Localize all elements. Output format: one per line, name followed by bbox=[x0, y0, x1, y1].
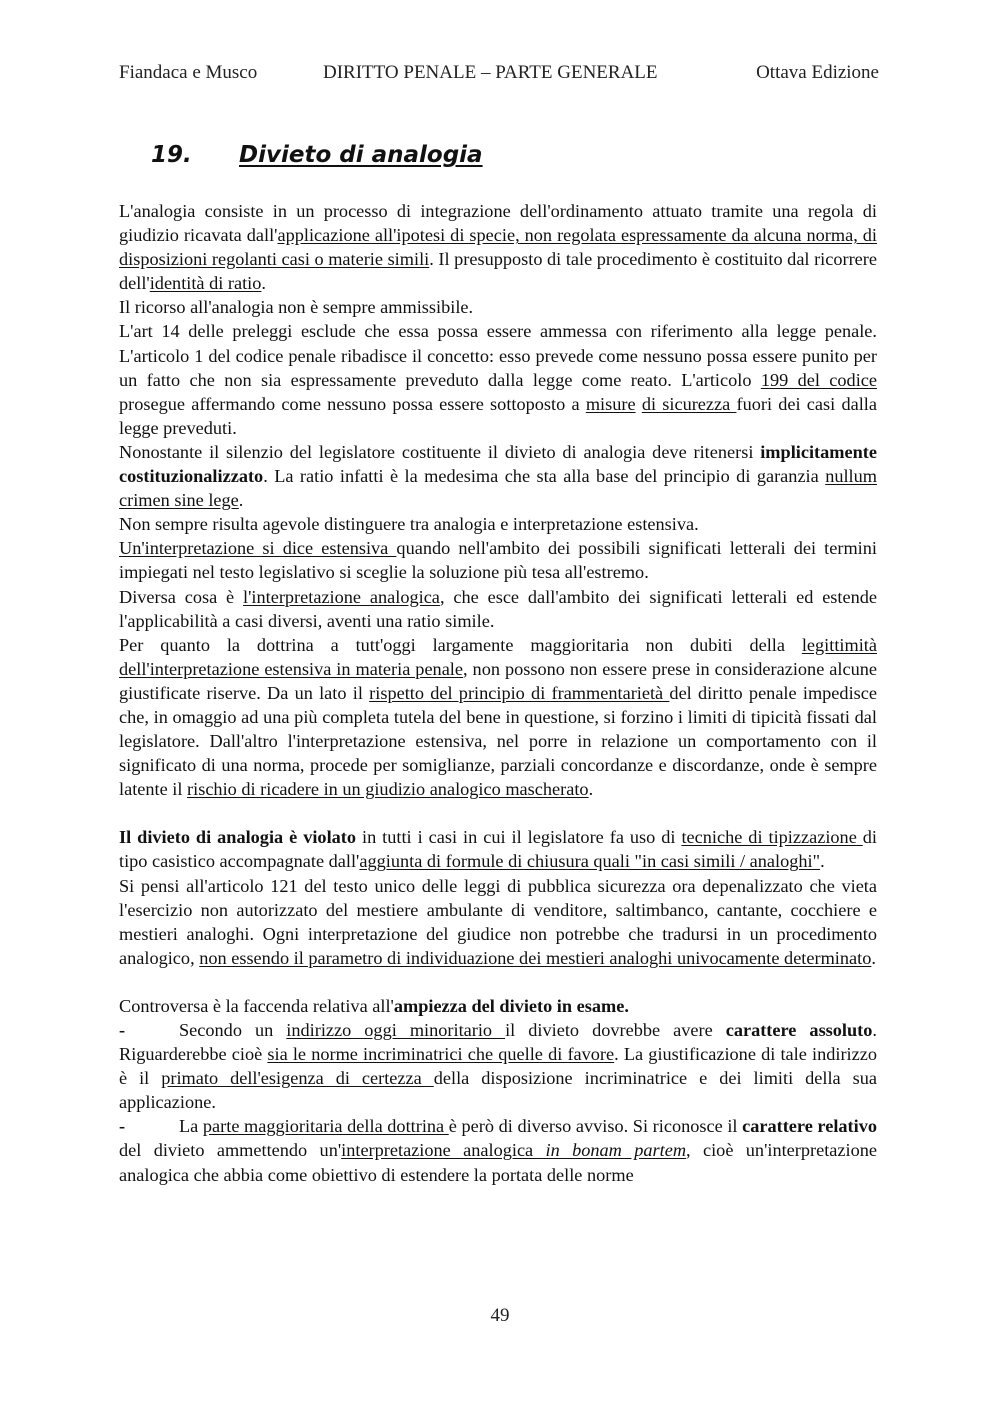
underlined-text: rispetto del principio di frammentarietà bbox=[369, 682, 670, 703]
paragraph bbox=[119, 1114, 877, 1186]
underlined-text: sia le norme incriminatrici che quelle di favore bbox=[267, 1044, 615, 1065]
text-run: del diritto penale impedisce che, in omaggio ad una più completa tutela del bene in questione, si forzino i limiti di tipicità fissati dal legislatore. Dall'altro l'interpretazione estensiva, nel porre in relazione un comportamento con il significato di una norma, procede per somiglianze, parziali concordanze e discordanze, onde è sempre latente il bbox=[119, 682, 877, 800]
underlined-text: di sicurezza bbox=[641, 393, 737, 414]
bold-text: implicitamente costituzionalizzato bbox=[119, 441, 877, 487]
paragraph bbox=[119, 536, 877, 584]
text-run: quando nell'ambito dei possibili significati letterali dei termini impiegati nel testo legislativo si sceglie la soluzione più tesa all'estremo. bbox=[119, 538, 877, 583]
text-run: . bbox=[588, 779, 594, 800]
text-run: . La ratio infatti è la medesima che sta alla base del principio di garanzia bbox=[263, 466, 826, 487]
underlined-text: primato dell'esigenza di certezza bbox=[161, 1068, 434, 1089]
underlined-text: tecniche di tipizzazione bbox=[681, 827, 863, 848]
text-run: . Riguarderebbe cioè bbox=[119, 1020, 877, 1065]
underlined-text: in bonam partem bbox=[545, 1140, 687, 1161]
header-book-title: DIRITTO PENALE – PARTE GENERALE bbox=[323, 62, 658, 83]
underlined-text: identità di ratio bbox=[149, 273, 262, 294]
paragraph bbox=[119, 825, 877, 873]
text-run: L'art 14 delle preleggi esclude che essa possa essere ammessa con riferimento alla legge penale. L'articolo 1 del codice penale ribadisce il concetto: esso prevede come nessuno possa essere punito per un fatto che non sia espressamente preveduto dalla legge come reato. L'articolo bbox=[119, 321, 877, 390]
bullet-marker: - bbox=[119, 1020, 126, 1040]
section-heading bbox=[151, 139, 871, 171]
text-run: Si pensi all'articolo 121 del testo unico delle leggi di pubblica sicurezza ora depenalizzato che vieta l'esercizio non autorizzato del mestiere ambulante di venditore, saltimbanco, cantante, cocchiere e mestieri analoghi. Ogni interpretazione del giudice non potrebbe che tradursi in un procedimento analogico, bbox=[119, 875, 877, 968]
underlined-text: non essendo il parametro di individuazione dei mestieri analoghi univocamente determinato bbox=[199, 947, 872, 968]
underlined-text: 199 del codice bbox=[760, 369, 877, 390]
paragraph bbox=[119, 1018, 877, 1114]
text-run: , che esce dall'ambito dei significati letterali ed estende l'applicabilità a casi diversi, aventi una ratio simile. bbox=[119, 586, 878, 631]
underlined-text: l'interpretazione analogica bbox=[243, 586, 440, 607]
text-run: . La giustificazione di tale indirizzo è il bbox=[119, 1044, 877, 1089]
text-run: Secondo un bbox=[179, 1020, 287, 1040]
underlined-text: aggiunta di formule di chiusura quali "in casi simili / analoghi" bbox=[359, 851, 821, 872]
underlined-text: rischio di ricadere in un giudizio analogico mascherato bbox=[187, 779, 589, 800]
paragraph bbox=[119, 319, 877, 439]
text-run: . Il presupposto di tale procedimento è costituito dal ricorrere dell' bbox=[119, 249, 878, 294]
section-title: Divieto di analogia bbox=[239, 142, 483, 168]
page-number: 49 bbox=[490, 1305, 510, 1326]
text-run: di tipo casistico accompagnate dall' bbox=[119, 827, 878, 872]
text-run: . bbox=[238, 490, 244, 511]
section-number: 19. bbox=[151, 142, 192, 168]
paragraph bbox=[119, 874, 877, 970]
underlined-text: interpretazione analogica bbox=[341, 1140, 546, 1161]
text-run: è però di diverso avviso. Si riconosce il bbox=[448, 1116, 743, 1137]
text-run: della disposizione incriminatrice e dei limiti della sua applicazione. bbox=[119, 1068, 877, 1113]
text-run: Nonostante il silenzio del legislatore costituente il divieto di analogia deve ritenersi bbox=[119, 441, 761, 462]
text-run: La bbox=[179, 1116, 203, 1137]
bold-text: carattere assoluto bbox=[725, 1020, 873, 1040]
body-text bbox=[119, 199, 877, 1187]
header-authors: Fiandaca e Musco bbox=[119, 62, 258, 83]
underlined-text: legittimità dell'interpretazione estensiva in materia penale bbox=[119, 634, 877, 679]
text-run: del divieto ammettendo un' bbox=[119, 1140, 342, 1161]
header-edition: Ottava Edizione bbox=[756, 62, 879, 83]
text-run: . bbox=[871, 947, 876, 968]
bold-text: ampiezza del divieto in esame. bbox=[393, 995, 629, 1016]
text-run: L'analogia consiste in un processo di integrazione dell'ordinamento attuato tramite una regola di giudizio ricavata dall' bbox=[119, 201, 877, 246]
underlined-text: applicazione all'ipotesi di specie, non regolata espressamente da alcuna norma, di disposizioni regolanti casi o materie simili bbox=[119, 225, 877, 270]
underlined-text: parte maggioritaria della dottrina bbox=[202, 1116, 449, 1137]
text-run: Controversa è la faccenda relativa all' bbox=[119, 995, 394, 1016]
underlined-text: indirizzo oggi minoritario bbox=[286, 1020, 506, 1040]
text-run: . bbox=[261, 273, 266, 294]
text-run: Non sempre risulta agevole distinguere tra analogia e interpretazione estensiva. bbox=[119, 514, 699, 535]
underlined-text: misure bbox=[585, 393, 636, 414]
text-run: il divieto dovrebbe avere bbox=[505, 1020, 726, 1040]
paragraph bbox=[119, 440, 877, 512]
text-run: fuori dei casi dalla legge preveduti. bbox=[119, 393, 877, 438]
bold-text: Il divieto di analogia è violato bbox=[119, 827, 357, 848]
underlined-text: nullum crimen sine lege bbox=[119, 466, 877, 511]
text-run: Diversa cosa è bbox=[119, 586, 244, 607]
text-run: , cioè un'interpretazione analogica che abbia come obiettivo di estendere la portata delle norme bbox=[119, 1140, 877, 1185]
text-run: , non possono non essere prese in considerazione alcune giustificate riserve. Da un lato il bbox=[119, 658, 877, 703]
paragraph bbox=[119, 994, 877, 1018]
text-run: . bbox=[820, 851, 825, 872]
underlined-text: Un'interpretazione si dice estensiva bbox=[119, 538, 397, 559]
paragraph bbox=[119, 633, 877, 802]
paragraph bbox=[119, 585, 877, 633]
paragraph bbox=[119, 295, 877, 319]
bold-text: carattere relativo bbox=[742, 1116, 877, 1137]
paragraph bbox=[119, 199, 877, 295]
bullet-marker: - bbox=[119, 1116, 126, 1137]
text-run: Il ricorso all'analogia non è sempre ammissibile. bbox=[119, 297, 474, 318]
paragraph bbox=[119, 512, 877, 536]
text-run: in tutti i casi in cui il legislatore fa uso di bbox=[356, 827, 682, 848]
text-run: prosegue affermando come nessuno possa essere sottoposto a bbox=[119, 393, 586, 414]
text-run: Per quanto la dottrina a tutt'oggi largamente maggioritaria non dubiti della bbox=[119, 634, 802, 655]
